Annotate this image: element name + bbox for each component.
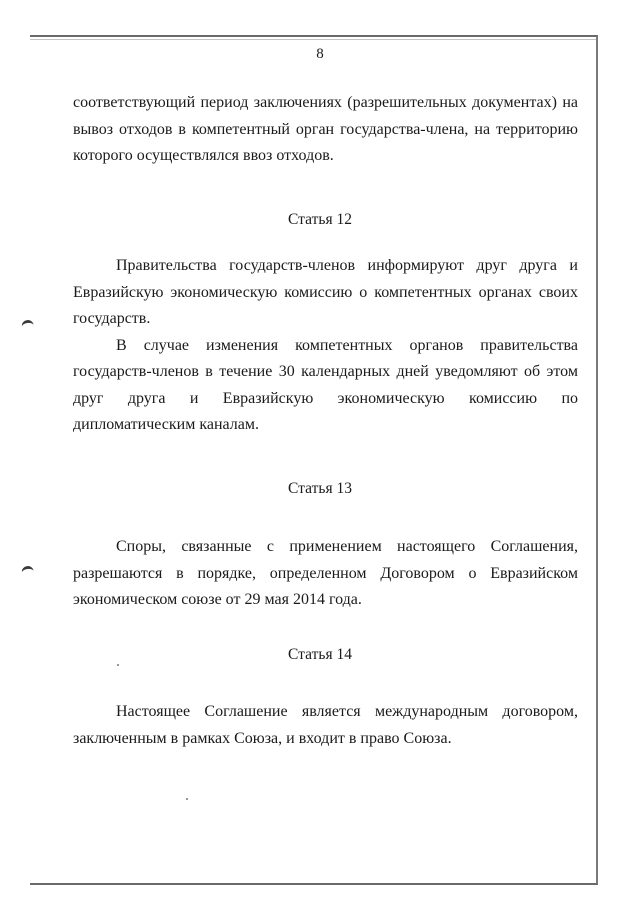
page-number: 8 — [316, 46, 324, 62]
punch-hole-mark — [21, 319, 35, 336]
scan-speck — [117, 664, 119, 666]
continuation-text — [73, 90, 578, 170]
article-heading: Статья 14 — [288, 646, 352, 663]
article-14-body — [73, 699, 578, 752]
paragraph: Споры, связанные с применением настоящего Соглашения, разрешаются в порядке, определенном Договором о Евразийском экономическом союзе от 29 мая 2014 года. — [73, 538, 578, 608]
article-12-body — [73, 253, 578, 439]
paragraph: соответствующий период заключениях (разрешительных документах) на вывоз отходов в компетентный орган государства-члена, на территорию которого осуществлялся ввоз отходов. — [73, 94, 578, 164]
punch-hole-mark — [21, 565, 35, 582]
article-heading: Статья 12 — [288, 211, 352, 228]
article-heading: Статья 13 — [288, 480, 352, 497]
paragraph: Настоящее Соглашение является международным договором, заключенным в рамках Союза, и входит в право Союза. — [73, 703, 578, 747]
scan-speck — [186, 798, 188, 800]
paragraph: В случае изменения компетентных органов правительства государств-членов в течение 30 календарных дней уведомляют об этом друг друга и Евразийскую экономическую комиссию по дипломатическим каналам. — [73, 336, 578, 433]
paragraph: Правительства государств-членов информируют друг друга и Евразийскую экономическую комиссию о компетентных органах своих государств. — [73, 257, 578, 327]
article-13-body — [73, 534, 578, 614]
